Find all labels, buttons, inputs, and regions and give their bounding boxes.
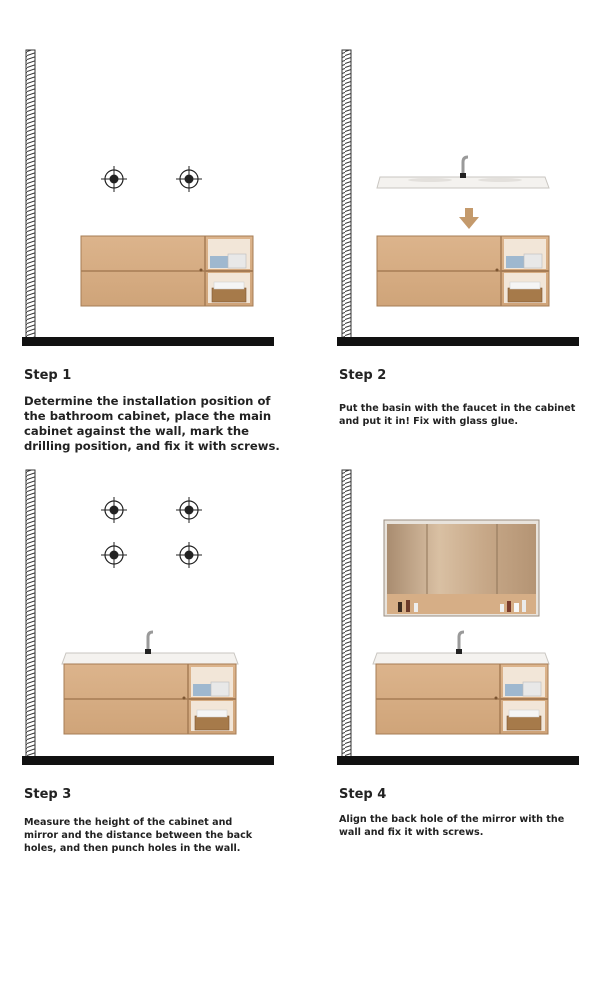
vanity-with-basin	[62, 632, 238, 734]
step2-title: Step 2	[339, 368, 387, 383]
mirror-cabinet	[384, 520, 539, 616]
floor	[22, 756, 274, 765]
drill-mark-icon	[176, 542, 202, 568]
drill-mark-icon	[176, 166, 202, 192]
step1-illustration	[0, 40, 300, 350]
vanity-with-basin	[373, 632, 549, 734]
step3-title: Step 3	[24, 787, 72, 802]
step2-illustration	[300, 40, 600, 350]
step3-description: Measure the height of the cabinet and mirror and the distance between the back holes, and then punch holes in the wall.	[24, 817, 253, 854]
step2-description: Put the basin with the faucet in the cabinet and put it in! Fix with glass glue.	[339, 403, 576, 427]
step4-description: Align the back hole of the mirror with the wall and fix it with screws.	[339, 814, 565, 838]
step1-description: Determine the installation position of the bathroom cabinet, place the main cabinet against the wall, mark the drilling position, and fix it with screws.	[24, 394, 280, 453]
wall	[342, 50, 351, 340]
basin-with-faucet	[377, 157, 549, 188]
vanity-cabinet	[81, 236, 253, 306]
wall	[342, 470, 351, 760]
drill-mark-icon	[176, 497, 202, 523]
drill-mark-icon	[101, 166, 127, 192]
vanity-cabinet	[377, 236, 549, 306]
step3-illustration	[0, 460, 300, 770]
floor	[337, 337, 579, 346]
floor	[22, 337, 274, 346]
step1-title: Step 1	[24, 368, 72, 383]
drill-mark-icon	[101, 497, 127, 523]
wall	[26, 470, 35, 760]
wall	[26, 50, 35, 340]
down-arrow-icon	[459, 208, 479, 229]
step4-illustration	[300, 460, 600, 770]
step4-title: Step 4	[339, 787, 387, 802]
drill-mark-icon	[101, 542, 127, 568]
floor	[337, 756, 579, 765]
